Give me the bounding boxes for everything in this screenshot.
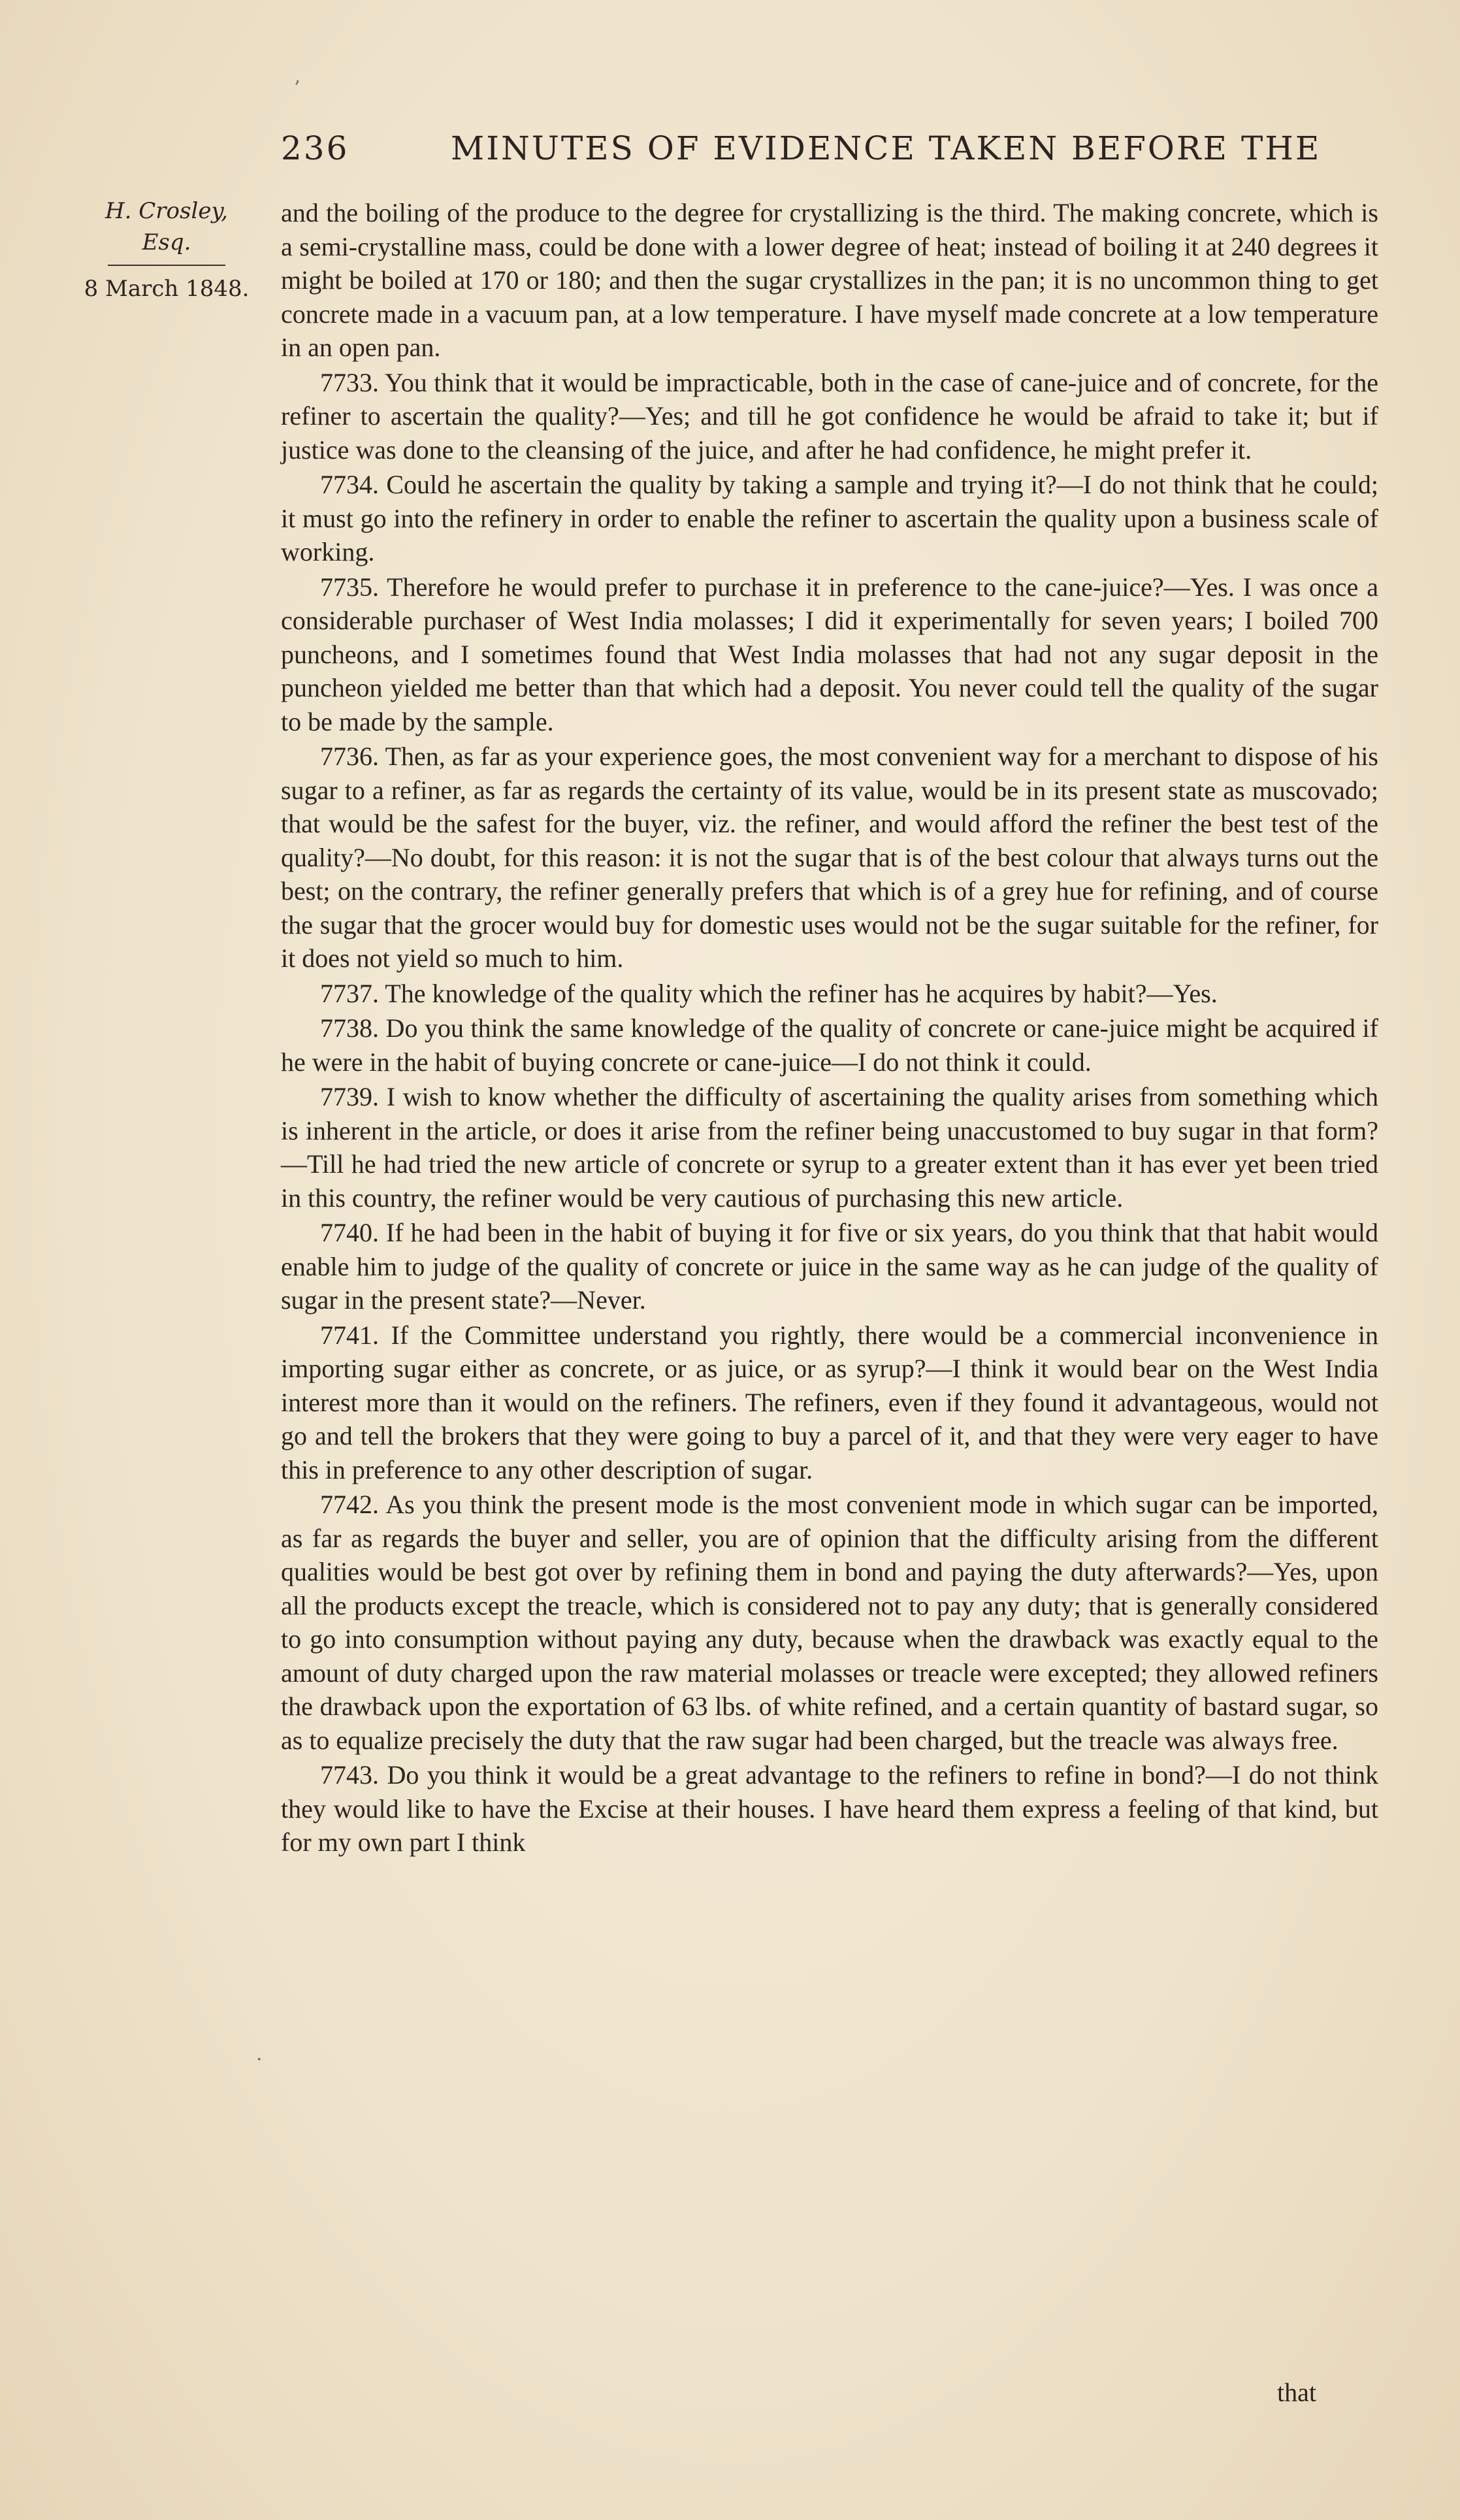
- paragraph: 7743. Do you think it would be a great advantage to the refiners to refine in bond?—I do not think they would like to have the Excise at their houses. I have heard them express a feeling of that kind, but for my own part I think: [281, 1760, 1378, 1857]
- paragraph: 7733. You think that it would be impracticable, both in the case of cane-juice and of concrete, for the refiner to ascertain the quality?—Yes; and till he got confidence he would be afraid to take it; but if justice was done to the cleansing of the juice, and after he had confidence, he might prefer it.: [281, 367, 1378, 465]
- running-header: [281, 129, 1378, 167]
- margin-rule: [108, 265, 225, 266]
- paragraph: 7737. The knowledge of the quality which the refiner has he acquires by habit?—Yes.: [320, 978, 1218, 1008]
- header-title: MINUTES OF EVIDENCE TAKEN BEFORE THE: [451, 129, 1322, 167]
- page-number: 236: [281, 129, 349, 167]
- paragraph: 7741. If the Committee understand you rightly, there would be a commercial inconvenience in importing sugar either as concrete, or as juice, or as syrup?—I think it would bear on the West India interest more than it would on the refiners. The refiners, even if they found it advantageous, would not go and tell the brokers that they were going to buy a parcel of it, and that they were very eager to have this in preference to any other description of sugar.: [281, 1320, 1378, 1484]
- catchword: that: [1277, 2378, 1316, 2407]
- body-text: [281, 196, 1378, 1861]
- paragraph: 7742. As you think the present mode is the most convenient mode in which sugar can be imported, as far as regards the buyer and seller, you are of opinion that the difficulty arising from the different qualities would be best got over by refining them in bond and paying the duty afterwards?—Yes, upon all the products except the treacle, which is considered not to pay any duty; that is generally considered to go into consumption without paying any duty, because when the drawback was exactly equal to the amount of duty charged upon the raw material molasses or treacle were excepted; they allowed refiners the drawback upon the exportation of 63 lbs. of white refined, and a certain quantity of bastard sugar, so as to equalize precisely the duty that the raw sugar had been charged, but the treacle was always free.: [281, 1490, 1378, 1755]
- paragraph: 7740. If he had been in the habit of buying it for five or six years, do you think that that habit would enable him to judge of the quality of concrete or juice in the same way as he can judge of the quality of sugar in the present state?—Never.: [281, 1218, 1378, 1315]
- paragraph: 7735. Therefore he would prefer to purchase it in preference to the cane-juice?—Yes. I was once a considerable purchaser of West India molasses; I did it experimentally for seven years; I boiled 700 puncheons, and I sometimes found that West India molasses that had not any sugar deposit in the puncheon yielded me better than that which had a deposit. You never could tell the quality of the sugar to be made by the sample.: [281, 572, 1378, 736]
- stray-mark: ·: [256, 2048, 263, 2071]
- margin-note: [78, 196, 255, 305]
- paragraph: 7739. I wish to know whether the difficulty of ascertaining the quality arises from something which is inherent in the article, or does it arise from the refiner being unaccustomed to buy sugar in that form?—Till he had tried the new article of concrete or syrup to a greater extent than it has ever yet been tried in this country, the refiner would be very cautious of purchasing this new article.: [281, 1082, 1378, 1213]
- paragraph: 7738. Do you think the same knowledge of the quality of concrete or cane-juice might be acquired if he were in the habit of buying concrete or cane-juice—I do not think it could.: [281, 1013, 1378, 1077]
- paragraph: 7736. Then, as far as your experience goes, the most convenient way for a merchant to dispose of his sugar to a refiner, as far as regards the certainty of its value, would be in its present state as muscovado; that would be the safest for the buyer, viz. the refiner, and would afford the refiner the best test of the quality?—No doubt, for this reason: it is not the sugar that is of the best colour that always turns out the best; on the contrary, the refiner generally prefers that which is of a grey hue for refining, and of course the sugar that the grocer would buy for domestic uses would not be the sugar suitable for the refiner, for it does not yield so much to him.: [281, 742, 1378, 973]
- evidence-date: 8 March 1848.: [84, 276, 250, 303]
- paragraph: 7734. Could he ascertain the quality by taking a sample and trying it?—I do not think that he could; it must go into the refinery in order to enable the refiner to ascertain the quality upon a business scale of working.: [281, 470, 1378, 566]
- witness-name: H. Crosley, Esq.: [105, 198, 228, 255]
- stray-mark: ’: [294, 77, 300, 100]
- paragraph: and the boiling of the produce to the degree for crystallizing is the third. The making concrete, which is a semi-crystalline mass, could be done with a lower degree of heat; instead of boiling it at 240 degrees it might be boiled at 170 or 180; and then the sugar crystallizes in the pan; it is no uncommon thing to get concrete made in a vacuum pan, at a low temperature. I have myself made concrete at a low temperature in an open pan.: [281, 198, 1378, 362]
